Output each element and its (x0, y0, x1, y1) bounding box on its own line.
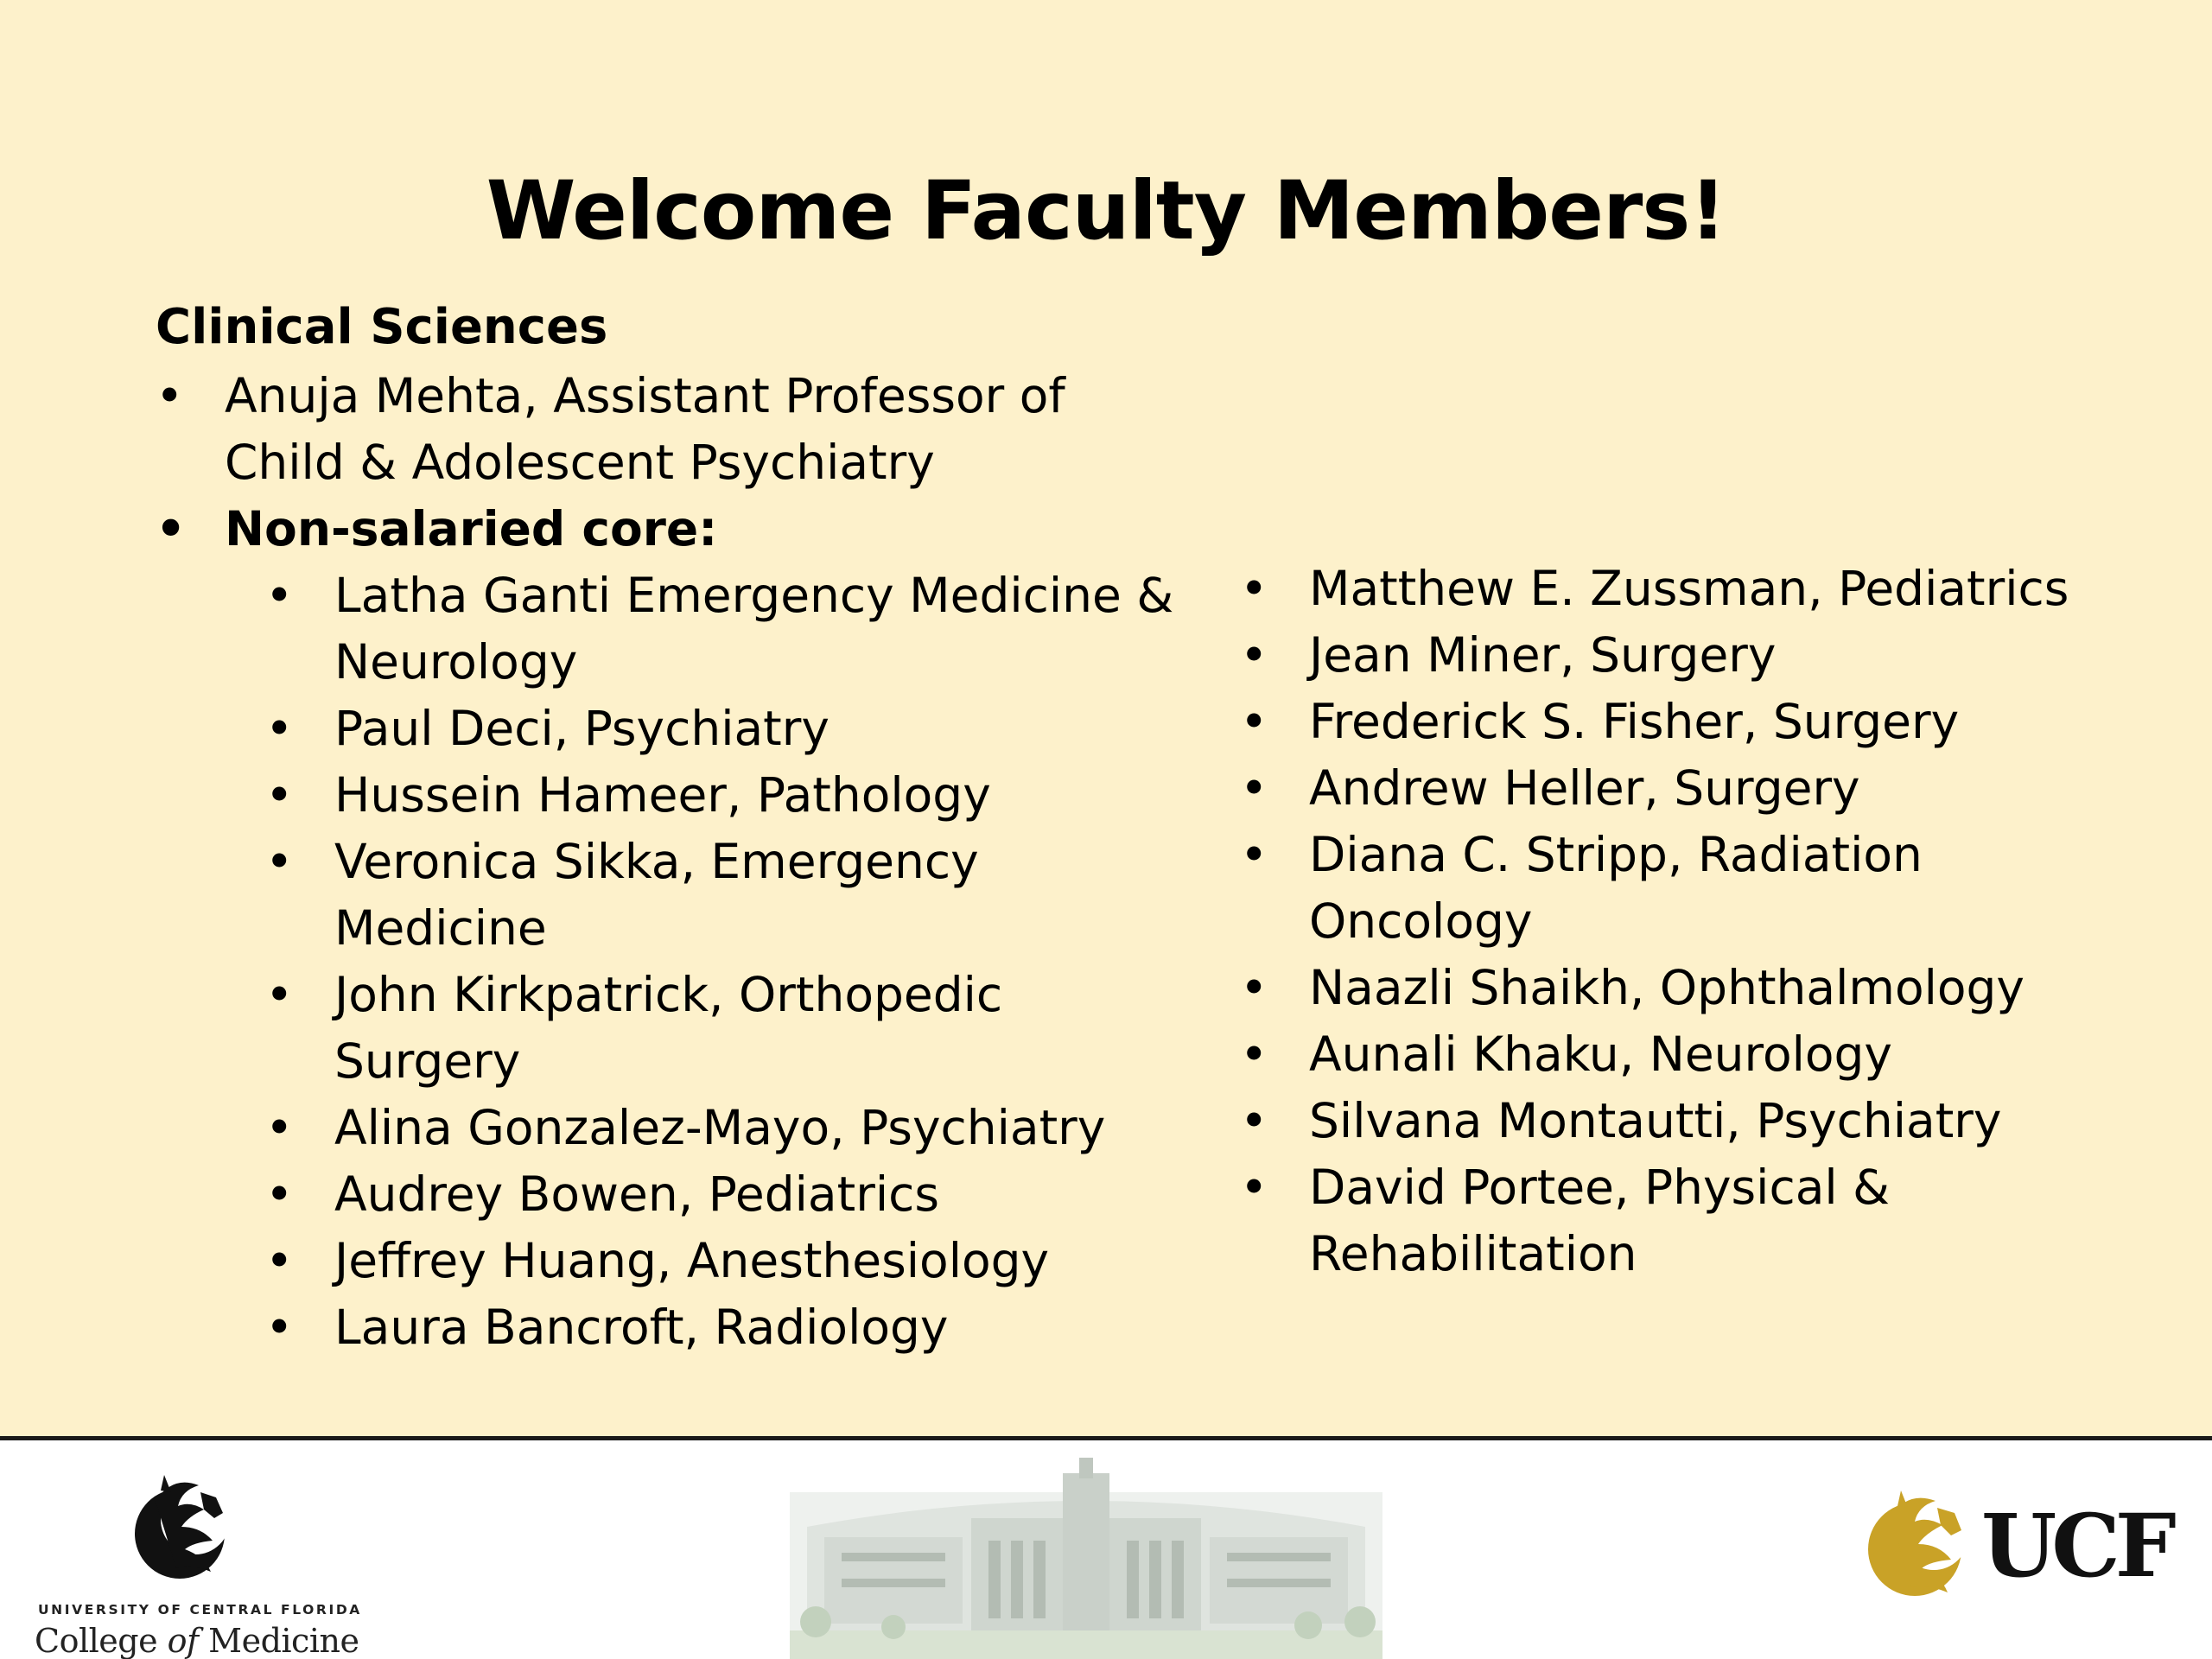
list-item-line: Frederick S. Fisher, Surgery (1309, 694, 1960, 749)
list-item-line: John Kirkpatrick, Orthopedic (334, 967, 1003, 1022)
list-item-line: Rehabilitation (1309, 1226, 1637, 1281)
bullet-marker: • (1240, 960, 1268, 1015)
list-item-line: David Portee, Physical & (1309, 1160, 1891, 1215)
bullet-marker: • (156, 501, 187, 556)
bullet-marker: • (265, 767, 294, 823)
list-item-line: Child & Adolescent Psychiatry (225, 435, 935, 490)
list-item-line: Andrew Heller, Surgery (1309, 760, 1860, 816)
bullet-marker: • (265, 1233, 294, 1288)
bullet-marker: • (1240, 1160, 1268, 1215)
bullet-marker: • (1240, 694, 1268, 749)
bullet-marker: • (265, 568, 294, 623)
section-heading: Clinical Sciences (156, 299, 608, 355)
bullet-marker: • (1240, 1027, 1268, 1082)
subheading-non-salaried: Non-salaried core: (225, 501, 718, 556)
list-item-line: Neurology (334, 634, 578, 690)
list-item-line: Paul Deci, Psychiatry (334, 701, 830, 756)
bullet-marker: • (265, 967, 294, 1022)
pegasus-icon (1858, 1484, 1979, 1605)
ucf-logo (1858, 1484, 2177, 1613)
college-of-medicine-logo (35, 1458, 362, 1659)
list-item-line: Matthew E. Zussman, Pediatrics (1309, 561, 2069, 616)
list-item-line: Oncology (1309, 893, 1533, 949)
list-item-line: Aunali Khaku, Neurology (1309, 1027, 1892, 1082)
list-item-line: Audrey Bowen, Pediatrics (334, 1166, 939, 1222)
list-item-line: Alina Gonzalez-Mayo, Psychiatry (334, 1100, 1106, 1155)
slide-title: Welcome Faculty Members! (486, 164, 1726, 258)
list-item-line: Jeffrey Huang, Anesthesiology (334, 1233, 1050, 1288)
ucf-wordmark: UCF (1981, 1495, 2171, 1597)
bullet-marker: • (1240, 760, 1268, 816)
bullet-marker: • (265, 701, 294, 756)
list-item-line: Veronica Sikka, Emergency (334, 834, 979, 889)
pegasus-icon (121, 1466, 251, 1587)
list-item-line: Laura Bancroft, Radiology (334, 1300, 949, 1355)
list-item-line: Medicine (334, 900, 547, 956)
bullet-marker: • (1240, 1093, 1268, 1148)
list-item-line: Hussein Hameer, Pathology (334, 767, 991, 823)
list-item-line: Latha Ganti Emergency Medicine & (334, 568, 1174, 623)
list-item-line: Anuja Mehta, Assistant Professor of (225, 368, 1065, 423)
bullet-marker: • (265, 1166, 294, 1222)
building-icon (790, 1458, 1382, 1659)
bullet-marker: • (265, 834, 294, 889)
slide-footer (0, 1436, 2212, 1659)
bullet-marker: • (156, 368, 184, 423)
university-name: UNIVERSITY OF CENTRAL FLORIDA (38, 1602, 362, 1618)
bullet-marker: • (1240, 561, 1268, 616)
list-item-line: Silvana Montautti, Psychiatry (1309, 1093, 2002, 1148)
bullet-marker: • (265, 1300, 294, 1355)
bullet-marker: • (265, 1100, 294, 1155)
bullet-marker: • (1240, 827, 1268, 882)
list-item-line: Diana C. Stripp, Radiation (1309, 827, 1923, 882)
bullet-marker: • (1240, 627, 1268, 683)
list-item-line: Surgery (334, 1033, 521, 1089)
college-name: College of Medicine (35, 1622, 359, 1659)
list-item-line: Naazli Shaikh, Ophthalmology (1309, 960, 2024, 1015)
list-item-line: Jean Miner, Surgery (1309, 627, 1777, 683)
